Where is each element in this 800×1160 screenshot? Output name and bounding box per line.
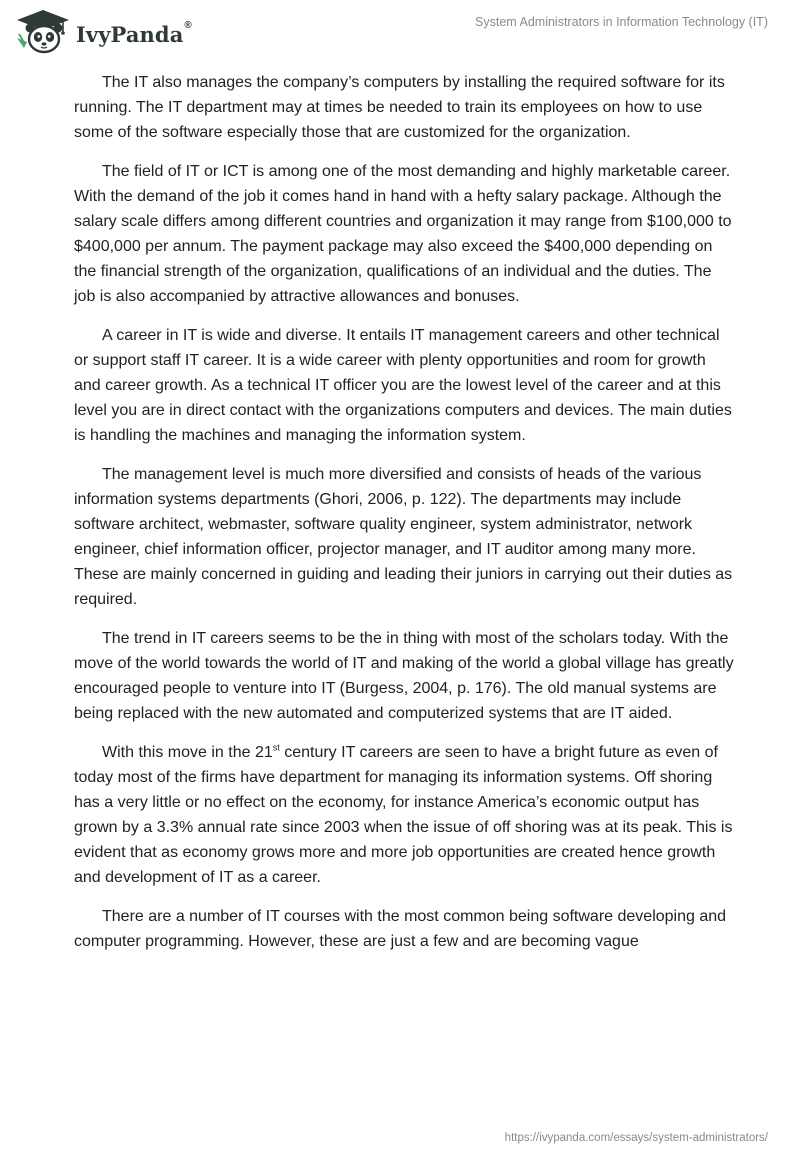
paragraph: The management level is much more diversified and consists of heads of the various information systems departments (Ghori, 2006, p. 122). The departments may include software architect, webmaster, software quality engineer, system administrator, network engineer, chief information officer, projector manager, and IT auditor among many more. These are mainly concerned in guiding and leading their juniors in carrying out their duties as required. bbox=[74, 466, 733, 608]
panda-graduate-logo-icon bbox=[14, 8, 72, 56]
paragraph: There are a number of IT courses with the most common being software developing and computer programming. However, these are just a few and are becoming vague bbox=[74, 908, 727, 950]
paragraph-text-rest: century IT careers are seen to have a bright future as even of today most of the firms have department for managing its information systems. Off shoring has a very little or no effect on the economy, for instance America’s economic output has grown by a 3.3% annual rate since 2003 when the issue of off shoring was at its peak. This is evident that as economy grows more and more job opportunities are created hence growth and development of IT as a career. bbox=[74, 744, 733, 886]
source-url[interactable]: https://ivypanda.com/essays/system-administrators/ bbox=[504, 1132, 768, 1144]
paragraph: The IT also manages the company’s computers by installing the required software for its running. The IT department may at times be needed to train its employees on how to use some of the software especially those that are customized for the organization. bbox=[74, 74, 725, 141]
ordinal-superscript: st bbox=[272, 742, 280, 753]
document-title: System Administrators in Information Technology (IT) bbox=[475, 15, 768, 29]
paragraph: The trend in IT careers seems to be the in thing with most of the scholars today. With the move of the world towards the world of IT and making of the world a global village has greatly encouraged people to venture into IT (Burgess, 2004, p. 176). The old manual systems are being replaced with the new automated and computerized systems that are IT aided. bbox=[74, 630, 734, 722]
paragraph: A career in IT is wide and diverse. It entails IT management careers and other technical or support staff IT career. It is a wide career with plenty opportunities and room for growth and career growth. As a technical IT officer you are the lowest level of the career and at this level you are in direct contact with the organizations computers and devices. The main duties is handling the machines and managing the information system. bbox=[74, 327, 732, 444]
paragraph-text-start: With this move in the 21 bbox=[102, 744, 273, 761]
ivypanda-logo[interactable] bbox=[14, 8, 192, 56]
page-header bbox=[0, 0, 800, 64]
essay-body bbox=[74, 70, 736, 968]
registered-mark: ® bbox=[184, 19, 192, 31]
paragraph-21st-century bbox=[74, 740, 736, 890]
logo-wordmark: IvyPanda® bbox=[76, 19, 192, 47]
paragraph: The field of IT or ICT is among one of the most demanding and highly marketable career. With the demand of the job it comes hand in hand with a hefty salary package. Although the salary scale differs among different countries and organization it may range from $100,000 to $400,000 per annum. The payment package may also exceed the $400,000 depending on the financial strength of the organization, qualifications of an individual and the duties. The job is also accompanied by attractive allowances and bonuses. bbox=[74, 163, 732, 305]
